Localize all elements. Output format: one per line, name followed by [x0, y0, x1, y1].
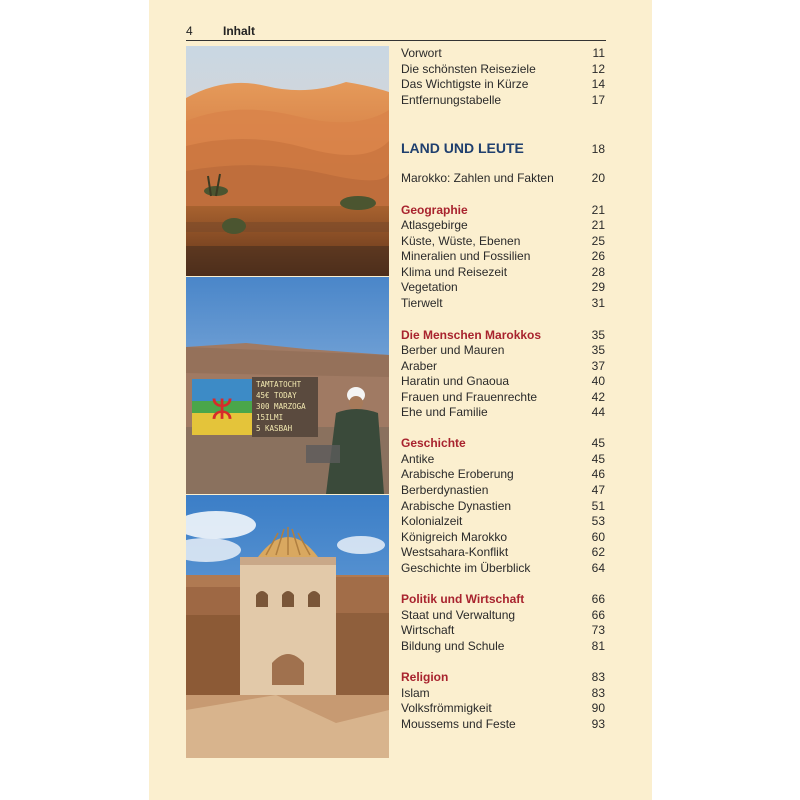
- toc-page-number: 73: [591, 623, 605, 637]
- toc-page-number: 17: [591, 93, 605, 107]
- toc-label: Volksfrömmigkeit: [401, 701, 492, 715]
- toc-chapter-heading: [401, 142, 605, 158]
- toc-label: Bildung und Schule: [401, 639, 505, 653]
- toc-entry: [401, 374, 605, 390]
- desert-photo: [186, 46, 389, 276]
- toc-label: Antike: [401, 452, 435, 466]
- toc-entry: [401, 171, 605, 187]
- toc-label: Berberdynastien: [401, 483, 489, 497]
- toc-label: Mineralien und Fossilien: [401, 249, 531, 263]
- toc-entry: [401, 390, 605, 406]
- toc-page-number: 35: [591, 328, 605, 342]
- toc-label: Das Wichtigste in Kürze: [401, 77, 529, 91]
- toc-page-number: 28: [591, 265, 605, 279]
- toc-page-number: 66: [591, 592, 605, 606]
- toc-label: Westsahara-Konflikt: [401, 545, 509, 559]
- toc-section-heading: [401, 203, 605, 219]
- toc-label: Politik und Wirtschaft: [401, 592, 525, 606]
- toc-label: Ehe und Familie: [401, 405, 488, 419]
- page-number: 4: [186, 24, 193, 38]
- toc-label: Haratin und Gnaoua: [401, 374, 510, 388]
- toc-page-number: 18: [591, 142, 605, 156]
- toc-entry: [401, 343, 605, 359]
- toc-page-number: 37: [591, 359, 605, 373]
- toc-page-number: 53: [591, 514, 605, 528]
- toc-entry: [401, 608, 605, 624]
- toc-label: Geographie: [401, 203, 468, 217]
- sign-text-line: 15ILMI: [256, 413, 284, 422]
- toc-page-number: 66: [591, 608, 605, 622]
- toc-entry: [401, 46, 605, 62]
- toc-entry: [401, 249, 605, 265]
- toc-label: Königreich Marokko: [401, 530, 508, 544]
- toc-entry: [401, 359, 605, 375]
- toc-page-number: 44: [591, 405, 605, 419]
- toc-label: Küste, Wüste, Ebenen: [401, 234, 521, 248]
- toc-label: Vorwort: [401, 46, 442, 60]
- toc-entry: [401, 701, 605, 717]
- toc-entry: [401, 623, 605, 639]
- page-title: Inhalt: [223, 24, 255, 38]
- toc-page-number: 11: [592, 46, 605, 60]
- toc-page-number: 45: [591, 436, 605, 450]
- sign-text-line: 45€ TODAY: [256, 391, 297, 400]
- tomb-photo: [186, 495, 389, 758]
- toc-page-number: 83: [591, 670, 605, 684]
- toc-page-number: 26: [591, 249, 605, 263]
- toc-entry: [401, 499, 605, 515]
- toc-label: Staat und Verwaltung: [401, 608, 516, 622]
- toc-entry: [401, 296, 605, 312]
- toc-label: Geschichte im Überblick: [401, 561, 531, 575]
- sign-text-line: TAMTATOCHT: [256, 380, 302, 389]
- toc-entry: [401, 265, 605, 281]
- toc-page-number: 31: [591, 296, 605, 310]
- toc-entry: [401, 514, 605, 530]
- toc-label: Die Menschen Marokkos: [401, 328, 542, 342]
- svg-text:ⵣ: ⵣ: [210, 393, 234, 426]
- toc-entry: [401, 561, 605, 577]
- toc-entry: [401, 218, 605, 234]
- toc-label: Entfernungstabelle: [401, 93, 502, 107]
- toc-label: Die schönsten Reiseziele: [401, 62, 536, 76]
- toc-page-number: 42: [591, 390, 605, 404]
- sign-text-line: 5 KASBAH: [256, 424, 293, 433]
- toc-page-number: 12: [591, 62, 605, 76]
- toc-page-number: 64: [591, 561, 605, 575]
- toc-page-number: 47: [591, 483, 605, 497]
- toc-page-number: 25: [591, 234, 605, 248]
- toc-label: Atlasgebirge: [401, 218, 468, 232]
- toc-entry: [401, 530, 605, 546]
- toc-entry: [401, 452, 605, 468]
- toc-entry: [401, 717, 605, 733]
- toc-page-number: 93: [591, 717, 605, 731]
- toc-page-number: 20: [591, 171, 605, 185]
- toc-label: Klima und Reisezeit: [401, 265, 508, 279]
- toc-entry: [401, 62, 605, 78]
- toc-label: Geschichte: [401, 436, 466, 450]
- toc-entry: [401, 405, 605, 421]
- toc-page-number: 45: [591, 452, 605, 466]
- toc-label: Araber: [401, 359, 438, 373]
- toc-label: Marokko: Zahlen und Fakten: [401, 171, 554, 185]
- toc-page-number: 83: [591, 686, 605, 700]
- toc-label: Arabische Eroberung: [401, 467, 514, 481]
- toc-label: Moussems und Feste: [401, 717, 516, 731]
- toc-label: Wirtschaft: [401, 623, 455, 637]
- toc-section-heading: [401, 328, 605, 344]
- toc-entry: [401, 639, 605, 655]
- toc-entry: [401, 467, 605, 483]
- toc-label: LAND UND LEUTE: [401, 140, 524, 156]
- toc-section-heading: [401, 436, 605, 452]
- toc-entry: [401, 77, 605, 93]
- toc-label: Berber und Mauren: [401, 343, 505, 357]
- toc-entry: [401, 545, 605, 561]
- toc-page-number: 14: [591, 77, 605, 91]
- sign-text-line: 300 MARZOGA: [256, 402, 306, 411]
- toc-page-number: 21: [591, 218, 605, 232]
- toc-section-heading: [401, 670, 605, 686]
- painted-flag-sign: [192, 379, 252, 435]
- toc-section-heading: [401, 592, 605, 608]
- toc-entry: [401, 686, 605, 702]
- toc-page-number: 62: [591, 545, 605, 559]
- toc-page-number: 60: [591, 530, 605, 544]
- toc-label: Tierwelt: [401, 296, 443, 310]
- toc-page-number: 35: [591, 343, 605, 357]
- toc-entry: [401, 280, 605, 296]
- toc-entry: [401, 483, 605, 499]
- page-header: [186, 22, 606, 41]
- toc-page-number: 81: [591, 639, 605, 653]
- flag-sign-photo: [186, 277, 389, 494]
- toc-entry: [401, 234, 605, 250]
- toc-label: Arabische Dynastien: [401, 499, 512, 513]
- toc-page-number: 21: [591, 203, 605, 217]
- toc-label: Kolonialzeit: [401, 514, 463, 528]
- toc-page-number: 46: [591, 467, 605, 481]
- toc-page-number: 29: [591, 280, 605, 294]
- toc-page-number: 51: [591, 499, 605, 513]
- toc-label: Frauen und Frauenrechte: [401, 390, 538, 404]
- toc-label: Vegetation: [401, 280, 458, 294]
- toc-page-number: 90: [591, 701, 605, 715]
- toc-entry: [401, 93, 605, 109]
- toc-label: Islam: [401, 686, 430, 700]
- toc-label: Religion: [401, 670, 449, 684]
- toc-page-number: 40: [591, 374, 605, 388]
